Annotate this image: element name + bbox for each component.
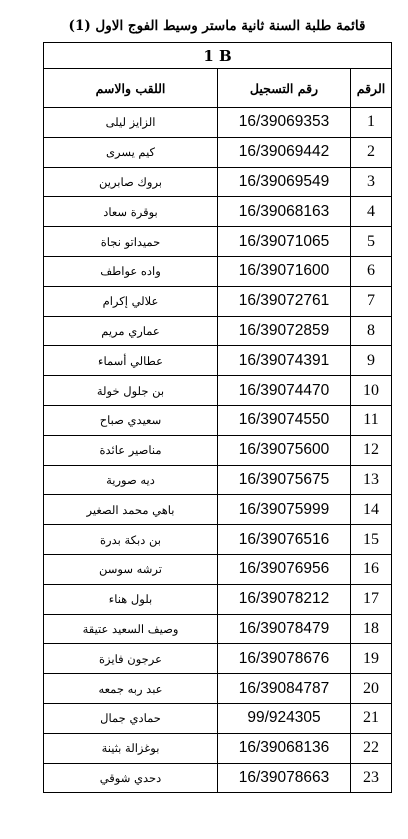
- student-name: مناصير عائدة: [44, 435, 218, 465]
- table-row: [44, 703, 392, 733]
- student-roster-table: [43, 42, 392, 793]
- row-number: 8: [351, 316, 392, 346]
- student-name: بن جلول خولة: [44, 376, 218, 406]
- table-row: [44, 465, 392, 495]
- student-name: ترشه سوسن: [44, 554, 218, 584]
- table-row: [44, 167, 392, 197]
- header-name: اللقب والاسم: [44, 69, 218, 108]
- registration-number: 16/39078479: [218, 614, 351, 644]
- student-name: عماري مريم: [44, 316, 218, 346]
- table-row: [44, 554, 392, 584]
- table-row: [44, 137, 392, 167]
- table-row: [44, 674, 392, 704]
- table-row: [44, 614, 392, 644]
- row-number: 23: [351, 763, 392, 793]
- student-name: بوغزالة بثينة: [44, 733, 218, 763]
- row-number: 2: [351, 137, 392, 167]
- table-row: [44, 108, 392, 138]
- registration-number: 16/39068136: [218, 733, 351, 763]
- row-number: 11: [351, 405, 392, 435]
- registration-number: 16/39075999: [218, 495, 351, 525]
- registration-number: 16/39068163: [218, 197, 351, 227]
- registration-number: 16/39069353: [218, 108, 351, 138]
- row-number: 3: [351, 167, 392, 197]
- row-number: 9: [351, 346, 392, 376]
- table-row: [44, 197, 392, 227]
- registration-number: 16/39074550: [218, 405, 351, 435]
- registration-number: 99/924305: [218, 703, 351, 733]
- roster-body: [44, 108, 392, 793]
- row-number: 20: [351, 674, 392, 704]
- row-number: 5: [351, 227, 392, 257]
- group-row: [44, 43, 392, 69]
- registration-number: 16/39078663: [218, 763, 351, 793]
- student-name: الزايز ليلى: [44, 108, 218, 138]
- student-name: كيم يسرى: [44, 137, 218, 167]
- registration-number: 16/39072761: [218, 286, 351, 316]
- registration-number: 16/39072859: [218, 316, 351, 346]
- table-row: [44, 346, 392, 376]
- student-name: عطالي أسماء: [44, 346, 218, 376]
- registration-number: 16/39076956: [218, 554, 351, 584]
- student-name: بوقرة سعاد: [44, 197, 218, 227]
- table-row: [44, 733, 392, 763]
- row-number: 18: [351, 614, 392, 644]
- registration-number: 16/39078212: [218, 584, 351, 614]
- table-row: [44, 644, 392, 674]
- registration-number: 16/39074391: [218, 346, 351, 376]
- header-number: الرقم: [351, 69, 392, 108]
- table-row: [44, 376, 392, 406]
- registration-number: 16/39075600: [218, 435, 351, 465]
- group-label: 1 B: [44, 43, 392, 69]
- registration-number: 16/39075675: [218, 465, 351, 495]
- registration-number: 16/39069442: [218, 137, 351, 167]
- row-number: 21: [351, 703, 392, 733]
- document-title: قائمة طلبة السنة ثانية ماستر وسيط الفوج الاول (1): [68, 18, 366, 34]
- student-name: باهي محمد الصغير: [44, 495, 218, 525]
- student-name: سعيدي صباح: [44, 405, 218, 435]
- row-number: 1: [351, 108, 392, 138]
- row-number: 14: [351, 495, 392, 525]
- registration-number: 16/39071065: [218, 227, 351, 257]
- registration-number: 16/39078676: [218, 644, 351, 674]
- registration-number: 16/39076516: [218, 525, 351, 555]
- student-name: عرجون فايزة: [44, 644, 218, 674]
- table-row: [44, 435, 392, 465]
- student-name: دحدي شوقي: [44, 763, 218, 793]
- table-row: [44, 525, 392, 555]
- student-name: عبد ربه جمعه: [44, 674, 218, 704]
- table-row: [44, 316, 392, 346]
- row-number: 4: [351, 197, 392, 227]
- student-name: بن دبكة بدرة: [44, 525, 218, 555]
- student-name: واده عواطف: [44, 256, 218, 286]
- row-number: 17: [351, 584, 392, 614]
- table-row: [44, 405, 392, 435]
- table-row: [44, 763, 392, 793]
- student-name: حميداتو نجاة: [44, 227, 218, 257]
- student-name: حمادي جمال: [44, 703, 218, 733]
- header-row: [44, 69, 392, 108]
- table-row: [44, 584, 392, 614]
- row-number: 19: [351, 644, 392, 674]
- student-name: بروك صابرين: [44, 167, 218, 197]
- registration-number: 16/39084787: [218, 674, 351, 704]
- row-number: 22: [351, 733, 392, 763]
- table-row: [44, 256, 392, 286]
- header-registration: رقم التسجيل: [218, 69, 351, 108]
- student-name: علالي إكرام: [44, 286, 218, 316]
- row-number: 12: [351, 435, 392, 465]
- row-number: 13: [351, 465, 392, 495]
- table-row: [44, 227, 392, 257]
- row-number: 10: [351, 376, 392, 406]
- table-row: [44, 495, 392, 525]
- registration-number: 16/39069549: [218, 167, 351, 197]
- student-name: بلول هناء: [44, 584, 218, 614]
- student-name: ديه صورية: [44, 465, 218, 495]
- row-number: 7: [351, 286, 392, 316]
- student-name: وصيف السعيد عتيقة: [44, 614, 218, 644]
- table-row: [44, 286, 392, 316]
- registration-number: 16/39074470: [218, 376, 351, 406]
- row-number: 6: [351, 256, 392, 286]
- row-number: 15: [351, 525, 392, 555]
- row-number: 16: [351, 554, 392, 584]
- registration-number: 16/39071600: [218, 256, 351, 286]
